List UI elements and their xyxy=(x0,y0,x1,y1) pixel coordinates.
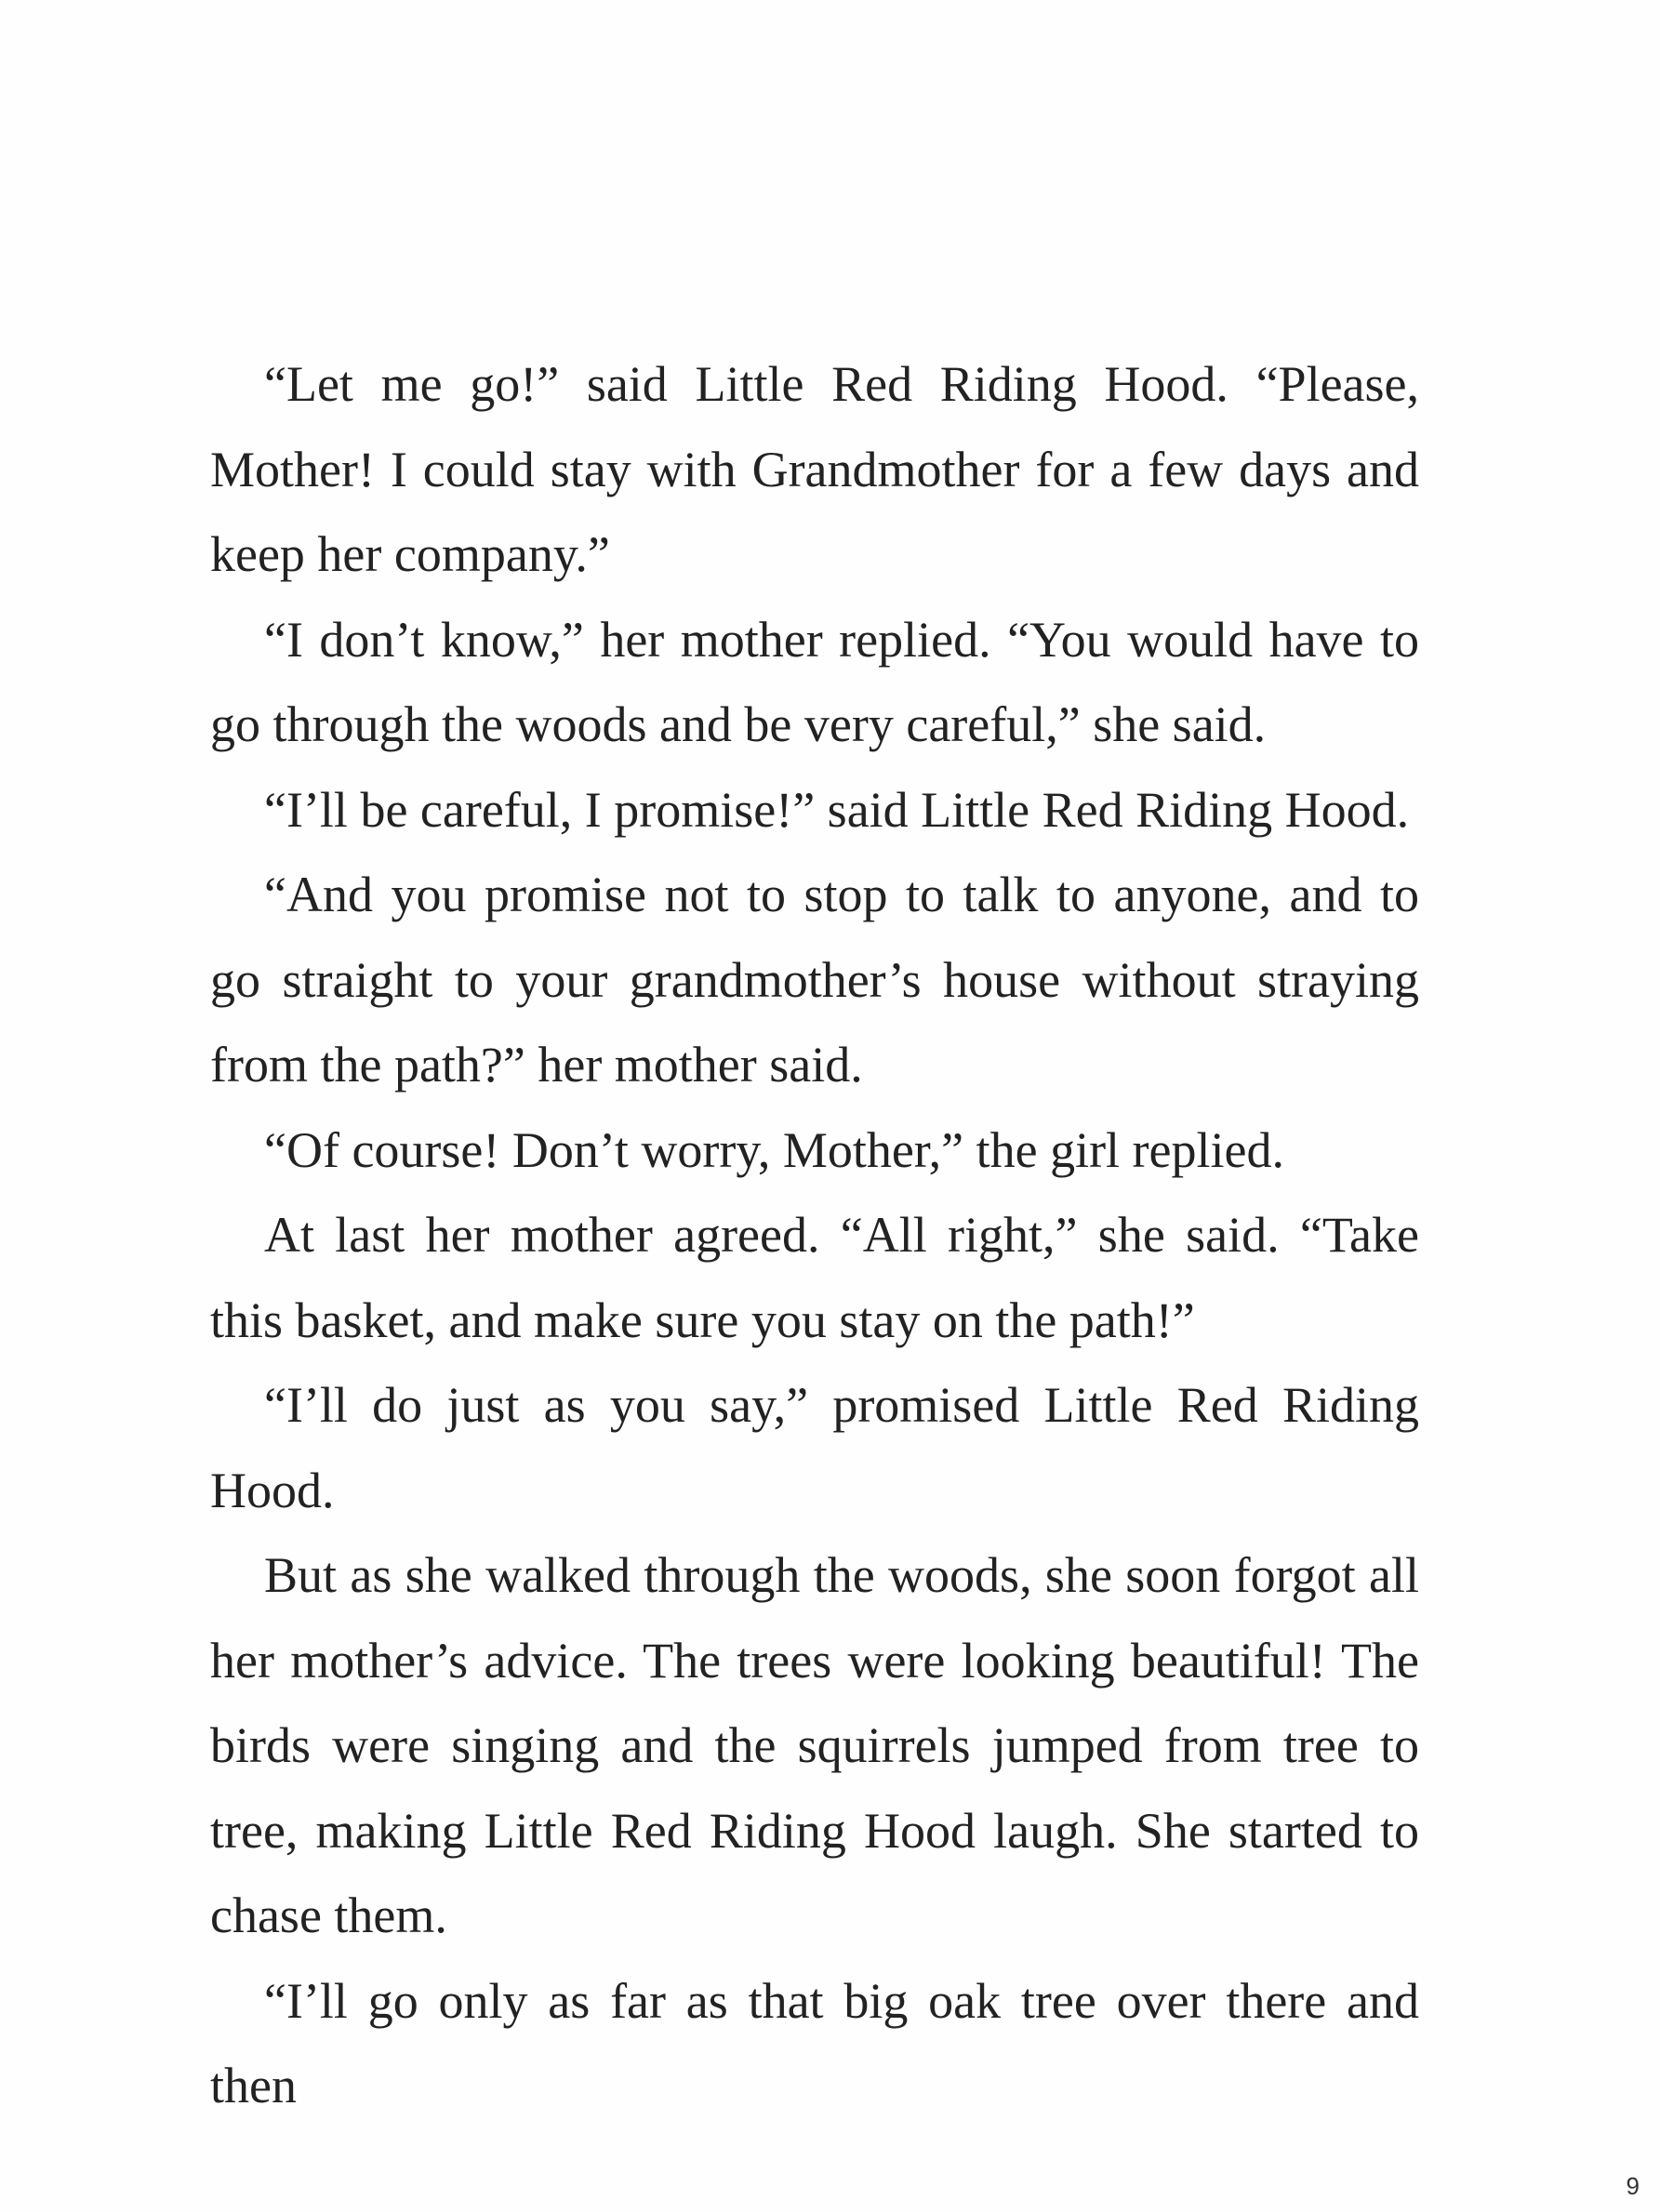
paragraph: “Let me go!” said Little Red Riding Hood. “Please, Mother! I could stay with Grandmother for a few days and keep her company.” xyxy=(210,356,1419,582)
page-number: 9 xyxy=(1626,2172,1640,2200)
paragraph: “I’ll do just as you say,” promised Little Red Riding Hood. xyxy=(210,1377,1419,1518)
paragraph: But as she walked through the woods, she soon forgot all her mother’s advice. The trees were looking beautiful! The birds were singing and the squirrels jumped from tree to tree, making Little Red Riding Hood laugh. She started to chase them. xyxy=(210,1547,1419,1943)
story-text xyxy=(210,342,1419,2129)
paragraph: “I’ll be careful, I promise!” said Little Red Riding Hood. xyxy=(264,781,1410,838)
paragraph: “I’ll go only as far as that big oak tree over there and then xyxy=(210,1972,1419,2113)
paragraph: At last her mother agreed. “All right,” she said. “Take this basket, and make sure you stay on the path!” xyxy=(210,1207,1419,1348)
paragraph: “Of course! Don’t worry, Mother,” the girl replied. xyxy=(264,1121,1284,1178)
paragraph: “And you promise not to stop to talk to anyone, and to go straight to your grandmother’s house without straying from the path?” her mother said. xyxy=(210,867,1419,1093)
paragraph: “I don’t know,” her mother replied. “You would have to go through the woods and be very careful,” she said. xyxy=(210,611,1419,752)
